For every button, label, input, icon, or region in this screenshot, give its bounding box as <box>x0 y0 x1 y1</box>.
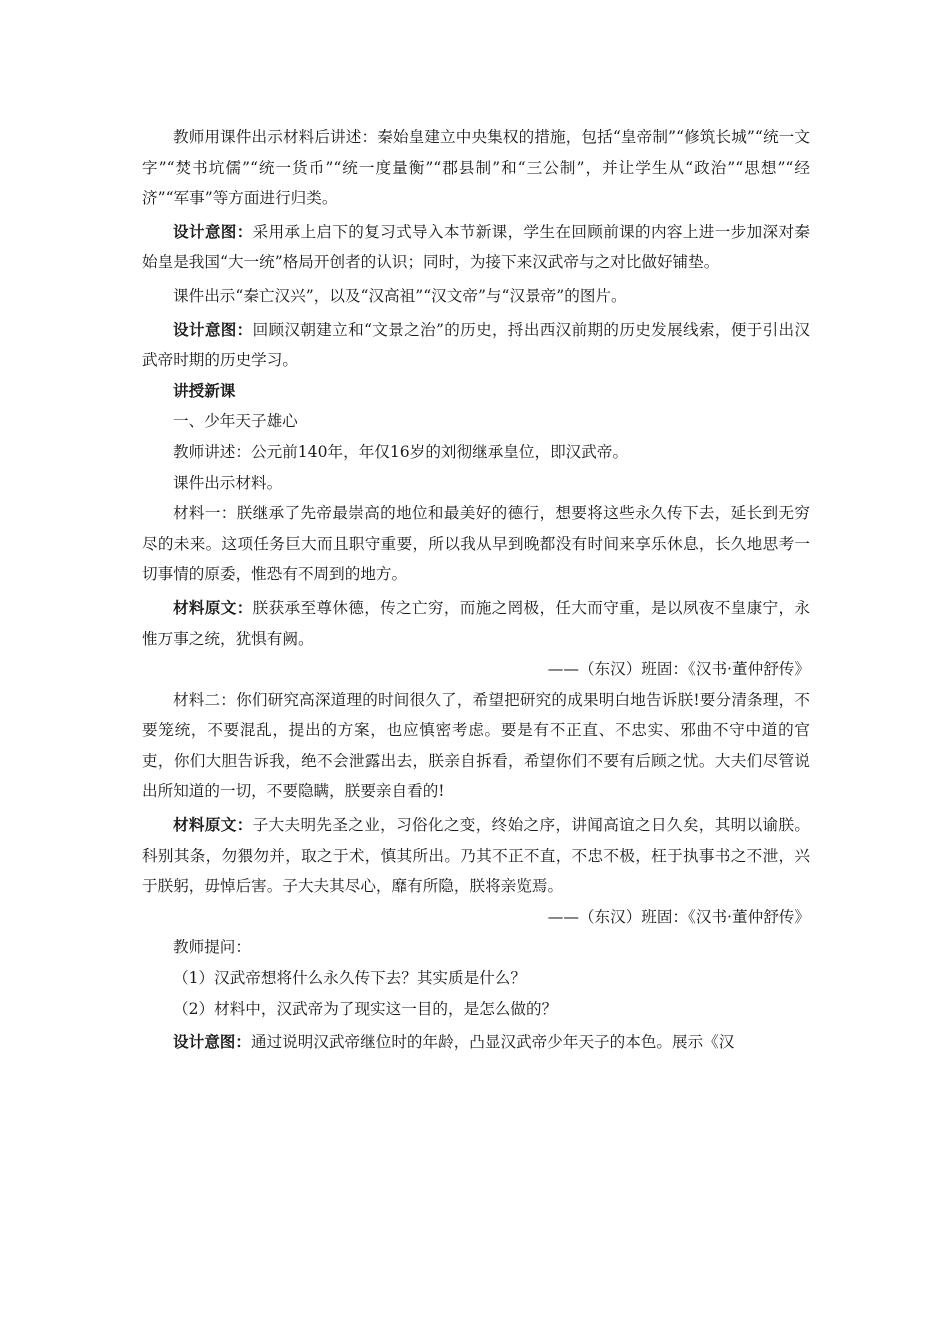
original-text-paragraph-2 <box>142 810 810 902</box>
question-2: （2）材料中，汉武帝为了现实这一目的，是怎么做的？ <box>173 999 558 1018</box>
original-text: 朕获承至尊休德，传之亡穷，而施之罔极，任大而守重，是以夙夜不皇康宁，永惟万事之统，犹惧有阙。 <box>142 598 810 648</box>
design-intent-paragraph-1 <box>142 217 810 278</box>
source-citation-2: ——（东汉）班固：《汉书·董仲舒传》 <box>547 907 810 926</box>
intro-paragraph: 教师用课件出示材料后讲述：秦始皇建立中央集权的措施，包括“皇帝制”“修筑长城”“统一文字”“焚书坑儒”“统一货币”“统一度量衡”“郡县制”和“三公制”，并让学生从“政治”“思想”“经济”“军事”等方面进行归类。 <box>142 128 810 208</box>
teacher-narration: 教师讲述：公元前140年，年仅16岁的刘彻继承皇位，即汉武帝。 <box>173 442 629 461</box>
courseware-material: 课件出示材料。 <box>173 473 283 492</box>
design-intent-label: 设计意图： <box>173 319 253 339</box>
design-intent-label: 设计意图： <box>173 221 253 241</box>
question-1: （1）汉武帝想将什么永久传下去？其实质是什么？ <box>173 969 526 988</box>
material-one: 材料一：朕继承了先帝最崇高的地位和最美好的德行，想要将这些永久传下去，延长到无穷尽的未来。这项任务巨大而且职守重要，所以我从早到晚都没有时间来享乐休息，长久地思考一切事情的原委，惟恐有不周到的地方。 <box>142 504 810 584</box>
original-text-label: 材料原文： <box>173 815 253 835</box>
design-intent-text: 采用承上启下的复习式导入本节新课，学生在回顾前课的内容上进一步加深对秦始皇是我国“大一统”格局开创者的认识；同时，为接下来汉武帝与之对比做好铺垫。 <box>142 222 810 272</box>
design-intent-paragraph-2 <box>142 315 810 376</box>
subsection-title: 一、少年天子雄心 <box>173 412 298 431</box>
courseware-paragraph: 课件出示“秦亡汉兴”，以及“汉高祖”“汉文帝”与“汉景帝”的图片。 <box>173 286 627 305</box>
design-intent-text: 回顾汉朝建立和“文景之治”的历史，捋出西汉前期的历史发展线索，便于引出汉武帝时期的历史学习。 <box>142 320 810 370</box>
source-citation-1: ——（东汉）班固：《汉书·董仲舒传》 <box>547 660 810 679</box>
design-intent-paragraph-3 <box>142 1027 810 1058</box>
teacher-question-intro: 教师提问： <box>173 938 251 957</box>
document-page <box>142 122 810 1058</box>
original-text: 子大夫明先圣之业，习俗化之变，终始之序，讲闻高谊之日久矣，其明以谕朕。科别其条，勿猥勿并，取之于术，慎其所出。乃其不正不直，不忠不极，枉于执事书之不泄，兴于朕躬，毋悼后害。子大夫其尽心，靡有所隐，朕将亲览焉。 <box>142 816 810 896</box>
original-text-label: 材料原文： <box>173 597 253 617</box>
design-intent-label: 设计意图： <box>173 1032 251 1052</box>
material-two: 材料二：你们研究高深道理的时间很久了，希望把研究的成果明白地告诉朕!要分清条理，不要笼统，不要混乱，提出的方案，也应慎密考虑。要是有不正直、不忠实、邪曲不守中道的官吏，你们大胆告诉我，绝不会泄露出去，朕亲自拆看，希望你们不要有后顾之忧。大夫们尽管说出所知道的一切，不要隐瞒，朕要亲自看的! <box>142 690 810 801</box>
section-heading: 讲授新课 <box>173 380 236 400</box>
original-text-paragraph-1 <box>142 593 810 654</box>
design-intent-text: 通过说明汉武帝继位时的年龄，凸显汉武帝少年天子的本色。展示《汉 <box>250 1033 735 1052</box>
